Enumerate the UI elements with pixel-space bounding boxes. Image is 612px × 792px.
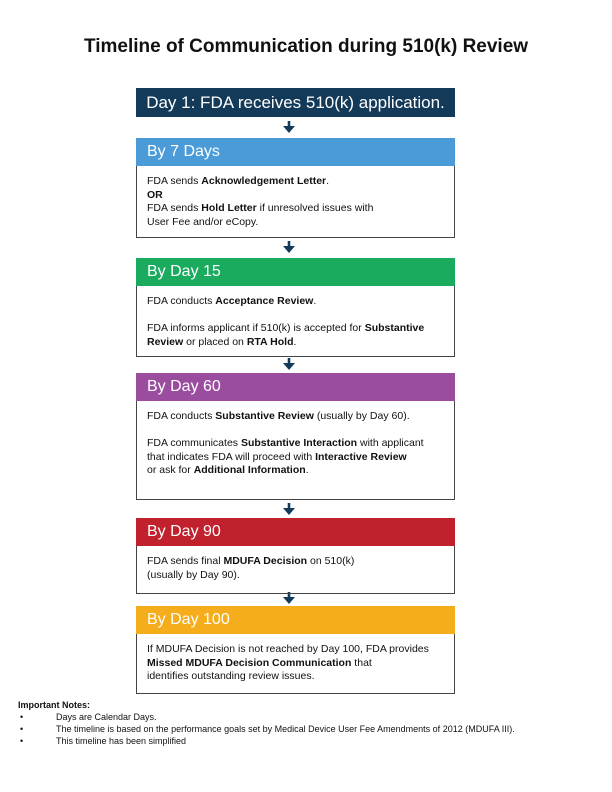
stage-5 — [136, 606, 455, 694]
text: FDA sends final — [147, 555, 224, 567]
stage-heading: By 7 Days — [136, 138, 455, 166]
bullet-icon: • — [20, 712, 24, 722]
down-arrow-icon — [282, 592, 296, 606]
note-text: Days are Calendar Days. — [56, 712, 157, 722]
text-line — [147, 309, 444, 323]
text: or ask for — [147, 464, 194, 476]
bold-text: Additional Information — [193, 464, 306, 476]
stage-body — [136, 634, 455, 694]
text: on 510(k) — [307, 555, 355, 567]
text-line — [147, 189, 444, 203]
text-line — [147, 657, 444, 671]
text: User Fee and/or eCopy. — [147, 215, 259, 228]
bold-text: MDUFA Decision — [223, 555, 308, 567]
note-item — [18, 711, 515, 723]
page-title: Timeline of Communication during 510(k) Review — [83, 36, 529, 57]
text-line — [147, 322, 444, 336]
stage-2 — [136, 258, 455, 357]
text: or placed on — [183, 335, 247, 348]
notes-heading: Important Notes: — [18, 700, 90, 710]
stage-1 — [136, 138, 455, 238]
text: . — [326, 175, 330, 187]
start-box: Day 1: FDA receives 510(k) application. — [136, 88, 455, 117]
text: FDA conducts — [147, 295, 216, 307]
down-arrow-icon — [282, 503, 296, 517]
stage-heading: By Day 60 — [136, 373, 455, 401]
bold-text: Substantive Interaction — [240, 437, 358, 449]
text: FDA communicates — [147, 437, 241, 449]
text: FDA conducts — [147, 410, 216, 422]
text-line — [147, 437, 444, 451]
note-text: This timeline has been simplified — [56, 736, 187, 746]
text-line — [147, 175, 444, 189]
bold-text: Hold Letter — [201, 202, 257, 214]
text-line — [147, 202, 444, 216]
text-line — [147, 451, 444, 465]
text: . — [305, 464, 309, 476]
note-text: The timeline is based on the performance goals set by Medical Device User Fee Amendments of 2012 (MDUFA III). — [56, 724, 515, 734]
text: that — [351, 656, 372, 669]
down-arrow-icon — [282, 358, 296, 372]
text: (usually by Day 60). — [313, 410, 410, 422]
stage-body — [136, 546, 455, 594]
bold-text: Substantive Review — [215, 410, 314, 422]
bold-text: Interactive Review — [315, 450, 407, 463]
text-line — [147, 569, 444, 583]
text-line — [147, 424, 444, 438]
text-line — [147, 336, 444, 350]
stage-heading: By Day 15 — [136, 258, 455, 286]
down-arrow-icon — [282, 121, 296, 135]
text: (usually by Day 90). — [147, 568, 240, 581]
text: that indicates FDA will proceed with — [147, 450, 316, 463]
bold-text: Missed MDUFA Decision Communication — [147, 656, 352, 669]
text-line — [147, 670, 444, 684]
down-arrow-icon — [282, 241, 296, 255]
note-item — [18, 723, 515, 735]
important-notes — [18, 699, 515, 747]
bold-text: OR — [147, 188, 163, 201]
bold-text: Acceptance Review — [215, 295, 314, 307]
text-line — [147, 216, 444, 230]
bold-text: RTA Hold — [246, 335, 294, 348]
text: FDA informs applicant if 510(k) is accepted for — [147, 322, 365, 334]
text-line — [147, 555, 444, 569]
text: if unresolved issues with — [256, 202, 374, 214]
stage-heading: By Day 90 — [136, 518, 455, 546]
text: FDA sends — [147, 175, 202, 187]
text-line — [147, 464, 444, 478]
bold-text: Acknowledgement Letter — [201, 175, 327, 187]
note-item — [18, 735, 515, 747]
bold-text: Review — [147, 335, 184, 348]
text: If MDUFA Decision is not reached by Day 100, FDA provides — [147, 643, 429, 655]
bullet-icon: • — [20, 724, 24, 734]
text: FDA sends — [147, 202, 202, 214]
stage-4 — [136, 518, 455, 594]
text-line — [147, 643, 444, 657]
stage-body — [136, 286, 455, 357]
text-line — [147, 410, 444, 424]
text-line — [147, 295, 444, 309]
text: . — [293, 335, 297, 348]
stage-body — [136, 401, 455, 500]
text: . — [313, 295, 317, 307]
bold-text: Substantive — [364, 322, 425, 334]
text: with applicant — [357, 437, 424, 449]
stage-body — [136, 166, 455, 238]
text: identifies outstanding review issues. — [147, 670, 315, 682]
bullet-icon: • — [20, 736, 24, 746]
stage-3 — [136, 373, 455, 500]
stage-heading: By Day 100 — [136, 606, 455, 634]
